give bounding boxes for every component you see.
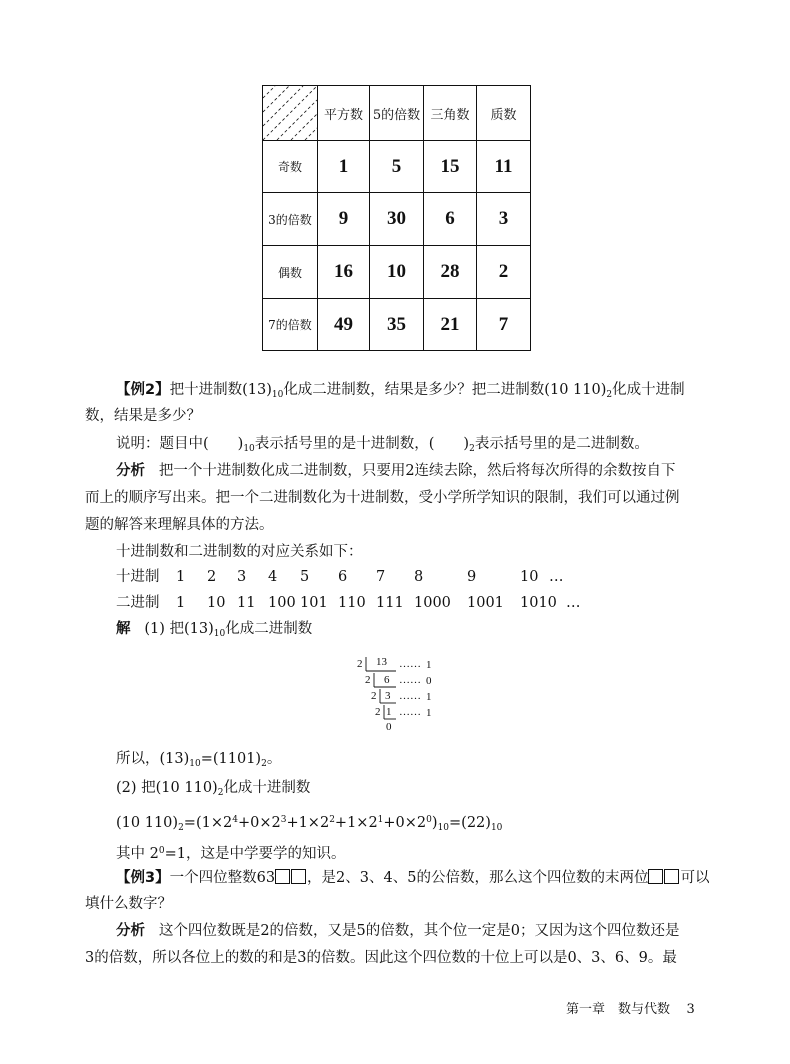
exponent-note: 其中 $2^0=1$，这是中学要学的知识。	[116, 846, 346, 862]
short-division-diagram	[354, 655, 474, 735]
chapter-title: 第一章 数与代数	[566, 1002, 671, 1017]
solution-part2-title: (2) 把(10 $110)_2$化成十进制数	[116, 780, 311, 798]
analysis-label: 分析	[116, 923, 145, 939]
table-cell: 5	[370, 141, 424, 193]
example2-note: 说明：题目中( )$_{10}$表示括号里的是十进制数，( )$_2$表示括号里的是二进制数。	[116, 436, 649, 454]
binary-ellipsis: …	[566, 595, 581, 611]
table-cell: 10	[370, 246, 424, 299]
blank-box	[291, 869, 306, 884]
page-footer	[566, 998, 695, 1017]
remainder: 1	[426, 707, 432, 719]
decimal-ellipsis: …	[549, 569, 564, 585]
table-cell: 16	[318, 246, 370, 299]
row-label: 7的倍数	[263, 299, 318, 351]
binary-value: 1010	[520, 595, 557, 611]
table-header-cell: 三角数	[424, 86, 477, 141]
row-label: 奇数	[263, 141, 318, 193]
conversion-equation: (10 $110)_2=(1\times 2^4+0\times 2^3+1\times 2^2+1\times 2^1+0\times 2^0)_{10}=(22)_{10}$	[116, 815, 503, 833]
decimal-value: 2	[207, 569, 217, 585]
binary-value: 111	[376, 595, 404, 611]
decimal-value: 7	[376, 569, 386, 585]
binary-value: 1001	[467, 595, 504, 611]
decimal-label: 十进制	[116, 569, 160, 585]
example3-tag: 【例3】	[116, 870, 170, 886]
analysis-label: 分析	[116, 463, 145, 479]
binary-value: 100	[268, 595, 296, 611]
example2-question-line1: 【例2】把十进制数$(13)_{10}$化成二进制数，结果是多少？把二进制数(10 $110)_2$化成十进制	[116, 382, 685, 400]
remainder: 0	[426, 675, 432, 687]
quotient: 0	[386, 721, 392, 733]
table-cell: 9	[318, 193, 370, 246]
table-cell: 35	[370, 299, 424, 351]
table-row	[263, 141, 531, 193]
decimal-value: 1	[176, 569, 186, 585]
table-header-cell: 5的倍数	[370, 86, 424, 141]
quotient: 13	[376, 656, 387, 668]
dots: ……	[399, 674, 421, 686]
quotient: 6	[384, 674, 390, 686]
solution-label: 解	[116, 621, 131, 637]
dots: ……	[399, 706, 421, 718]
divisor: 2	[375, 706, 381, 718]
blank-box	[275, 869, 290, 884]
table-cell: 6	[424, 193, 477, 246]
binary-value: 1	[176, 595, 186, 611]
result-line: 所以，$(13)_{10}=(1101)_2$。	[116, 751, 282, 769]
quotient: 1	[386, 706, 392, 718]
table-cell: 11	[477, 141, 531, 193]
table-row	[263, 299, 531, 351]
table-cell: 2	[477, 246, 531, 299]
table-cell: 30	[370, 193, 424, 246]
number-classification-table	[262, 85, 531, 351]
table-header-cell: 质数	[477, 86, 531, 141]
example3-question-line1: 【例3】一个四位整数63 ，是2、3、4、5的公倍数，那么这个四位数的末两位 可以	[116, 870, 710, 886]
table-cell: 49	[318, 299, 370, 351]
blank-box	[664, 869, 679, 884]
example2-analysis-line2: 而上的顺序写出来。把一个二进制数化为十进制数，受小学所学知识的限制，我们可以通过例	[85, 490, 680, 506]
divisor: 2	[357, 658, 363, 670]
binary-value: 1000	[414, 595, 451, 611]
row-label: 偶数	[263, 246, 318, 299]
table-row	[263, 193, 531, 246]
example3-analysis-line1: 分析 这个四位数既是2的倍数，又是5的倍数，其个位一定是0；又因为这个四位数还是	[116, 923, 680, 939]
example2-analysis-line3: 题的解答来理解具体的方法。	[85, 517, 274, 533]
dots: ……	[399, 690, 421, 702]
remainder: 1	[426, 691, 432, 703]
divisor: 2	[365, 674, 371, 686]
table-header-cell: 平方数	[318, 86, 370, 141]
decimal-value: 5	[300, 569, 310, 585]
binary-label: 二进制	[116, 595, 160, 611]
dots: ……	[399, 658, 421, 670]
table-row	[263, 246, 531, 299]
quotient: 3	[385, 690, 391, 702]
binary-value: 101	[300, 595, 328, 611]
table-cell: 3	[477, 193, 531, 246]
page-number: 3	[686, 1002, 695, 1017]
table-cell: 21	[424, 299, 477, 351]
table-cell: 15	[424, 141, 477, 193]
decimal-value: 6	[338, 569, 348, 585]
remainder: 1	[426, 659, 432, 671]
table-corner-hatched	[263, 86, 318, 141]
example3-analysis-line2: 3的倍数，所以各位上的数的和是3的倍数。因此这个四位数的十位上可以是0、3、6、9。最	[85, 950, 677, 966]
decimal-value: 4	[268, 569, 278, 585]
decimal-value: 9	[467, 569, 477, 585]
table-cell: 7	[477, 299, 531, 351]
example2-tag: 【例2】	[116, 382, 170, 398]
solution-part1-title: 解 (1) 把$(13)_{10}$化成二进制数	[116, 621, 313, 639]
example3-question-line2: 填什么数字？	[85, 896, 172, 912]
example2-analysis-line1: 分析 把一个十进制数化成二进制数，只要用2连续去除，然后将每次所得的余数按自下	[116, 463, 676, 479]
example2-question-line2: 数，结果是多少？	[85, 408, 201, 424]
binary-value: 110	[338, 595, 366, 611]
divisor: 2	[371, 690, 377, 702]
table-cell: 1	[318, 141, 370, 193]
row-label: 3的倍数	[263, 193, 318, 246]
blank-box	[648, 869, 663, 884]
correspondence-title: 十进制数和二进制数的对应关系如下：	[116, 544, 363, 560]
decimal-value: 8	[414, 569, 424, 585]
decimal-value: 3	[237, 569, 247, 585]
table-cell: 28	[424, 246, 477, 299]
binary-value: 10	[207, 595, 226, 611]
binary-value: 11	[237, 595, 256, 611]
decimal-value: 10	[520, 569, 539, 585]
